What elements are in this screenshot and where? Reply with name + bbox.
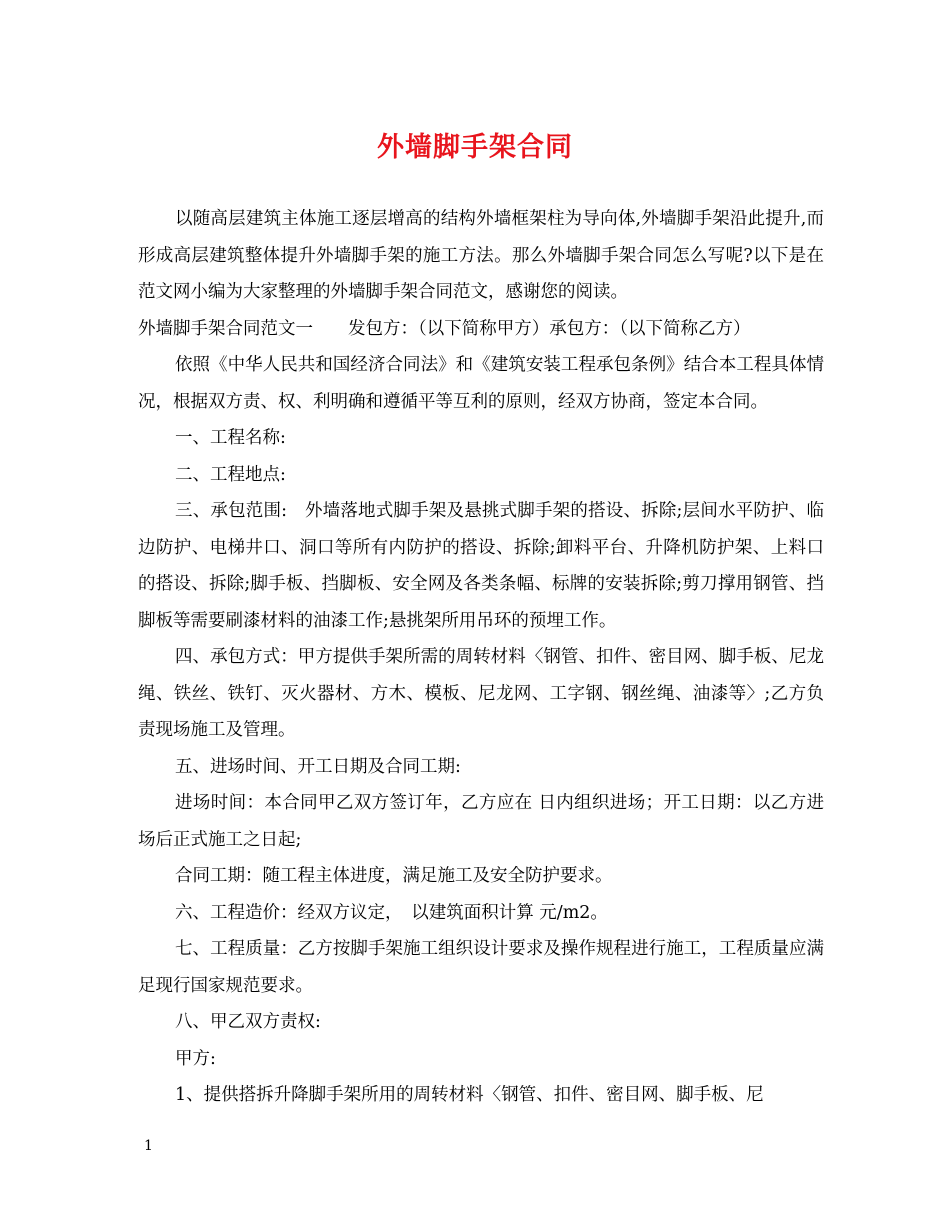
party-a-heading: 甲方:	[175, 1048, 216, 1069]
clause-cost: 六、工程造价：经双方议定， 以建筑面积计算 元/m2。	[175, 902, 608, 923]
contract-heading-line: 外墙脚手架合同范文一 发包方：（以下简称甲方）承包方：（以下简称乙方）	[138, 318, 751, 339]
legal-basis-paragraph: 依照《中华人民共和国经济合同法》和《建筑安装工程承包条例》结合本工程具体情况，根据双方责、权、利明确和遵循平等互利的原则，经双方协商，签定本合同。	[138, 355, 824, 412]
intro-paragraph: 以随高层建筑主体施工逐层增高的结构外墙框架柱为导向体,外墙脚手架沿此提升,而形成高层建筑整体提升外墙脚手架的施工方法。那么外墙脚手架合同怎么写呢?以下是在范文网小编为大家整理的外墙脚手架合同范文，感谢您的阅读。	[138, 209, 824, 302]
party-a-item-1: 1、提供搭拆升降脚手架所用的周转材料〈钢管、扣件、密目网、脚手板、尼	[175, 1085, 764, 1105]
clause-entry-time: 进场时间：本合同甲乙双方签订年，乙方应在 日内组织进场；开工日期：以乙方进场后正式施工之日起;	[138, 793, 824, 850]
clause-quality: 七、工程质量：乙方按脚手架施工组织设计要求及操作规程进行施工，工程质量应满足现行国家规范要求。	[138, 939, 824, 996]
clause-project-name: 一、工程名称:	[175, 428, 286, 448]
clause-schedule-heading: 五、进场时间、开工日期及合同工期:	[175, 756, 461, 777]
page-number: 1	[144, 1138, 153, 1154]
clause-contract-method: 四、承包方式：甲方提供手架所需的周转材料〈钢管、扣件、密目网、脚手板、尼龙绳、铁丝、铁钉、灭火器材、方木、模板、尼龙网、工字钢、钢丝绳、油漆等〉;乙方负责现场施工及管理。	[138, 647, 824, 740]
clause-contract-period: 合同工期：随工程主体进度，满足施工及安全防护要求。	[175, 866, 613, 886]
clause-project-location: 二、工程地点:	[175, 464, 286, 485]
document-body	[138, 201, 824, 1114]
clause-scope: 三、承包范围: 外墙落地式脚手架及悬挑式脚手架的搭设、拆除;层间水平防护、临边防护、电梯井口、洞口等所有内防护的搭设、拆除;卸料平台、升降机防护架、上料口的搭设、拆除;脚手板、挡脚板、安全网及各类条幅、标牌的安装拆除;剪刀撑用钢管、挡脚板等需要刷漆材料的油漆工作;悬挑架所用吊环的预埋工作。	[138, 501, 824, 631]
clause-responsibilities-heading: 八、甲乙双方责权:	[175, 1012, 321, 1032]
document-title: 外墙脚手架合同	[377, 132, 573, 163]
